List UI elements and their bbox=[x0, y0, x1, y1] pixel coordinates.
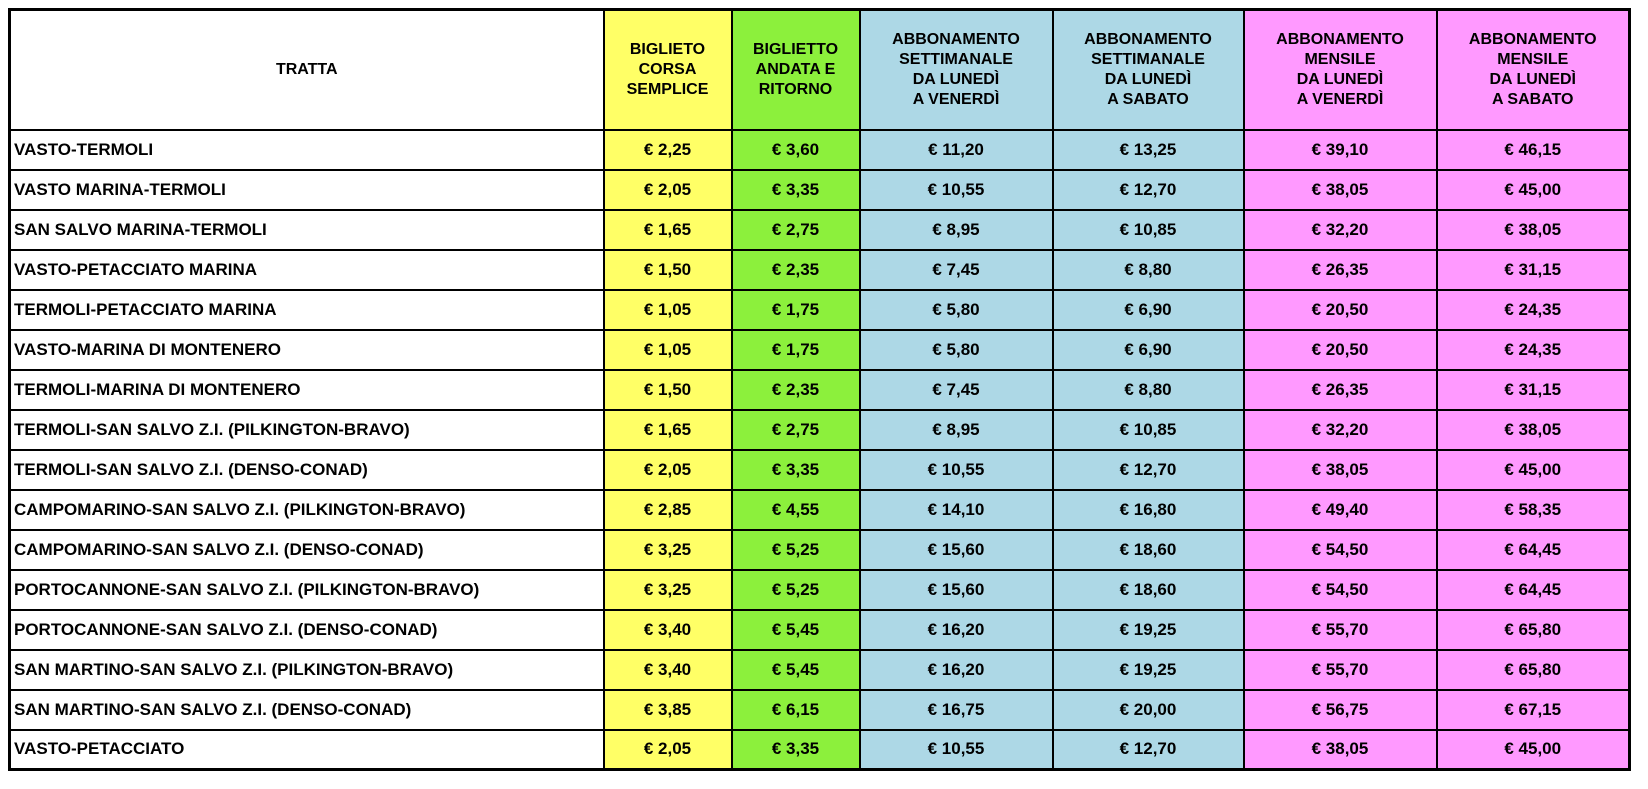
route-cell: PORTOCANNONE-SAN SALVO Z.I. (DENSO-CONAD) bbox=[10, 610, 604, 650]
monthly-mon-fri-price: € 38,05 bbox=[1244, 450, 1437, 490]
weekly-mon-sat-price: € 18,60 bbox=[1053, 530, 1244, 570]
route-cell: PORTOCANNONE-SAN SALVO Z.I. (PILKINGTON-BRAVO) bbox=[10, 570, 604, 610]
table-row bbox=[10, 450, 1630, 490]
weekly-mon-sat-price: € 8,80 bbox=[1053, 370, 1244, 410]
weekly-mon-sat-price: € 8,80 bbox=[1053, 250, 1244, 290]
single-ticket-price: € 3,25 bbox=[604, 530, 732, 570]
return-ticket-price: € 5,25 bbox=[732, 530, 860, 570]
return-ticket-price: € 1,75 bbox=[732, 330, 860, 370]
weekly-mon-sat-price: € 10,85 bbox=[1053, 410, 1244, 450]
table-row bbox=[10, 650, 1630, 690]
weekly-mon-sat-price: € 16,80 bbox=[1053, 490, 1244, 530]
weekly-mon-sat-price: € 20,00 bbox=[1053, 690, 1244, 730]
table-row bbox=[10, 210, 1630, 250]
monthly-mon-fri-price: € 56,75 bbox=[1244, 690, 1437, 730]
single-ticket-price: € 3,40 bbox=[604, 610, 732, 650]
return-ticket-price: € 2,75 bbox=[732, 210, 860, 250]
header-weekly-mon-sat: ABBONAMENTO SETTIMANALE DA LUNEDÌ A SABATO bbox=[1053, 10, 1244, 130]
weekly-mon-fri-price: € 10,55 bbox=[860, 450, 1053, 490]
return-ticket-price: € 5,25 bbox=[732, 570, 860, 610]
monthly-mon-sat-price: € 58,35 bbox=[1437, 490, 1630, 530]
weekly-mon-fri-price: € 7,45 bbox=[860, 250, 1053, 290]
table-row bbox=[10, 690, 1630, 730]
weekly-mon-fri-price: € 10,55 bbox=[860, 730, 1053, 770]
single-ticket-price: € 3,85 bbox=[604, 690, 732, 730]
route-cell: VASTO-MARINA DI MONTENERO bbox=[10, 330, 604, 370]
monthly-mon-fri-price: € 55,70 bbox=[1244, 650, 1437, 690]
monthly-mon-sat-price: € 45,00 bbox=[1437, 170, 1630, 210]
route-cell: VASTO MARINA-TERMOLI bbox=[10, 170, 604, 210]
weekly-mon-fri-price: € 16,20 bbox=[860, 650, 1053, 690]
monthly-mon-fri-price: € 26,35 bbox=[1244, 250, 1437, 290]
weekly-mon-fri-price: € 15,60 bbox=[860, 570, 1053, 610]
single-ticket-price: € 1,50 bbox=[604, 250, 732, 290]
monthly-mon-fri-price: € 39,10 bbox=[1244, 130, 1437, 170]
table-row bbox=[10, 250, 1630, 290]
route-cell: VASTO-TERMOLI bbox=[10, 130, 604, 170]
fare-table-container bbox=[8, 8, 1631, 771]
return-ticket-price: € 3,35 bbox=[732, 170, 860, 210]
monthly-mon-sat-price: € 24,35 bbox=[1437, 330, 1630, 370]
return-ticket-price: € 5,45 bbox=[732, 650, 860, 690]
fare-table-header bbox=[10, 10, 1630, 130]
weekly-mon-sat-price: € 19,25 bbox=[1053, 650, 1244, 690]
table-row bbox=[10, 610, 1630, 650]
weekly-mon-fri-price: € 16,75 bbox=[860, 690, 1053, 730]
weekly-mon-sat-price: € 19,25 bbox=[1053, 610, 1244, 650]
weekly-mon-fri-price: € 8,95 bbox=[860, 210, 1053, 250]
monthly-mon-sat-price: € 45,00 bbox=[1437, 730, 1630, 770]
monthly-mon-fri-price: € 20,50 bbox=[1244, 330, 1437, 370]
table-row bbox=[10, 290, 1630, 330]
weekly-mon-fri-price: € 10,55 bbox=[860, 170, 1053, 210]
weekly-mon-sat-price: € 6,90 bbox=[1053, 330, 1244, 370]
header-route: TRATTA bbox=[10, 10, 604, 130]
return-ticket-price: € 3,35 bbox=[732, 450, 860, 490]
single-ticket-price: € 3,40 bbox=[604, 650, 732, 690]
return-ticket-price: € 5,45 bbox=[732, 610, 860, 650]
route-cell: CAMPOMARINO-SAN SALVO Z.I. (DENSO-CONAD) bbox=[10, 530, 604, 570]
weekly-mon-fri-price: € 8,95 bbox=[860, 410, 1053, 450]
weekly-mon-fri-price: € 15,60 bbox=[860, 530, 1053, 570]
return-ticket-price: € 4,55 bbox=[732, 490, 860, 530]
table-row bbox=[10, 130, 1630, 170]
single-ticket-price: € 3,25 bbox=[604, 570, 732, 610]
return-ticket-price: € 3,35 bbox=[732, 730, 860, 770]
single-ticket-price: € 2,25 bbox=[604, 130, 732, 170]
monthly-mon-sat-price: € 46,15 bbox=[1437, 130, 1630, 170]
monthly-mon-fri-price: € 20,50 bbox=[1244, 290, 1437, 330]
monthly-mon-sat-price: € 65,80 bbox=[1437, 610, 1630, 650]
fare-table bbox=[8, 8, 1631, 771]
header-return-ticket: BIGLIETTO ANDATA E RITORNO bbox=[732, 10, 860, 130]
table-row bbox=[10, 410, 1630, 450]
single-ticket-price: € 2,05 bbox=[604, 450, 732, 490]
monthly-mon-sat-price: € 67,15 bbox=[1437, 690, 1630, 730]
weekly-mon-sat-price: € 10,85 bbox=[1053, 210, 1244, 250]
table-row bbox=[10, 370, 1630, 410]
single-ticket-price: € 1,65 bbox=[604, 210, 732, 250]
table-row bbox=[10, 490, 1630, 530]
table-row bbox=[10, 530, 1630, 570]
weekly-mon-sat-price: € 18,60 bbox=[1053, 570, 1244, 610]
single-ticket-price: € 2,05 bbox=[604, 170, 732, 210]
weekly-mon-fri-price: € 7,45 bbox=[860, 370, 1053, 410]
weekly-mon-fri-price: € 11,20 bbox=[860, 130, 1053, 170]
weekly-mon-sat-price: € 12,70 bbox=[1053, 450, 1244, 490]
monthly-mon-sat-price: € 65,80 bbox=[1437, 650, 1630, 690]
weekly-mon-fri-price: € 14,10 bbox=[860, 490, 1053, 530]
monthly-mon-sat-price: € 38,05 bbox=[1437, 210, 1630, 250]
route-cell: CAMPOMARINO-SAN SALVO Z.I. (PILKINGTON-BRAVO) bbox=[10, 490, 604, 530]
monthly-mon-sat-price: € 31,15 bbox=[1437, 370, 1630, 410]
monthly-mon-fri-price: € 38,05 bbox=[1244, 170, 1437, 210]
single-ticket-price: € 2,85 bbox=[604, 490, 732, 530]
monthly-mon-fri-price: € 32,20 bbox=[1244, 410, 1437, 450]
monthly-mon-fri-price: € 55,70 bbox=[1244, 610, 1437, 650]
return-ticket-price: € 3,60 bbox=[732, 130, 860, 170]
table-row bbox=[10, 570, 1630, 610]
header-row bbox=[10, 10, 1630, 130]
weekly-mon-sat-price: € 6,90 bbox=[1053, 290, 1244, 330]
table-row bbox=[10, 170, 1630, 210]
route-cell: TERMOLI-SAN SALVO Z.I. (DENSO-CONAD) bbox=[10, 450, 604, 490]
table-row bbox=[10, 330, 1630, 370]
route-cell: VASTO-PETACCIATO MARINA bbox=[10, 250, 604, 290]
single-ticket-price: € 1,05 bbox=[604, 290, 732, 330]
monthly-mon-fri-price: € 32,20 bbox=[1244, 210, 1437, 250]
return-ticket-price: € 2,75 bbox=[732, 410, 860, 450]
weekly-mon-sat-price: € 13,25 bbox=[1053, 130, 1244, 170]
return-ticket-price: € 2,35 bbox=[732, 250, 860, 290]
header-weekly-mon-fri: ABBONAMENTO SETTIMANALE DA LUNEDÌ A VENERDÌ bbox=[860, 10, 1053, 130]
weekly-mon-fri-price: € 5,80 bbox=[860, 290, 1053, 330]
monthly-mon-fri-price: € 49,40 bbox=[1244, 490, 1437, 530]
monthly-mon-fri-price: € 38,05 bbox=[1244, 730, 1437, 770]
return-ticket-price: € 1,75 bbox=[732, 290, 860, 330]
single-ticket-price: € 1,50 bbox=[604, 370, 732, 410]
monthly-mon-sat-price: € 31,15 bbox=[1437, 250, 1630, 290]
route-cell: SAN MARTINO-SAN SALVO Z.I. (DENSO-CONAD) bbox=[10, 690, 604, 730]
monthly-mon-fri-price: € 54,50 bbox=[1244, 570, 1437, 610]
monthly-mon-sat-price: € 64,45 bbox=[1437, 570, 1630, 610]
single-ticket-price: € 2,05 bbox=[604, 730, 732, 770]
route-cell: TERMOLI-MARINA DI MONTENERO bbox=[10, 370, 604, 410]
monthly-mon-sat-price: € 24,35 bbox=[1437, 290, 1630, 330]
header-monthly-mon-fri: ABBONAMENTO MENSILE DA LUNEDÌ A VENERDÌ bbox=[1244, 10, 1437, 130]
route-cell: SAN SALVO MARINA-TERMOLI bbox=[10, 210, 604, 250]
monthly-mon-sat-price: € 64,45 bbox=[1437, 530, 1630, 570]
route-cell: SAN MARTINO-SAN SALVO Z.I. (PILKINGTON-BRAVO) bbox=[10, 650, 604, 690]
monthly-mon-sat-price: € 45,00 bbox=[1437, 450, 1630, 490]
monthly-mon-fri-price: € 26,35 bbox=[1244, 370, 1437, 410]
weekly-mon-sat-price: € 12,70 bbox=[1053, 170, 1244, 210]
monthly-mon-fri-price: € 54,50 bbox=[1244, 530, 1437, 570]
table-row bbox=[10, 730, 1630, 770]
return-ticket-price: € 2,35 bbox=[732, 370, 860, 410]
weekly-mon-sat-price: € 12,70 bbox=[1053, 730, 1244, 770]
weekly-mon-fri-price: € 5,80 bbox=[860, 330, 1053, 370]
header-monthly-mon-sat: ABBONAMENTO MENSILE DA LUNEDÌ A SABATO bbox=[1437, 10, 1630, 130]
single-ticket-price: € 1,65 bbox=[604, 410, 732, 450]
header-single-ticket: BIGLIETO CORSA SEMPLICE bbox=[604, 10, 732, 130]
return-ticket-price: € 6,15 bbox=[732, 690, 860, 730]
weekly-mon-fri-price: € 16,20 bbox=[860, 610, 1053, 650]
route-cell: TERMOLI-PETACCIATO MARINA bbox=[10, 290, 604, 330]
single-ticket-price: € 1,05 bbox=[604, 330, 732, 370]
route-cell: TERMOLI-SAN SALVO Z.I. (PILKINGTON-BRAVO) bbox=[10, 410, 604, 450]
route-cell: VASTO-PETACCIATO bbox=[10, 730, 604, 770]
monthly-mon-sat-price: € 38,05 bbox=[1437, 410, 1630, 450]
fare-table-body bbox=[10, 130, 1630, 770]
